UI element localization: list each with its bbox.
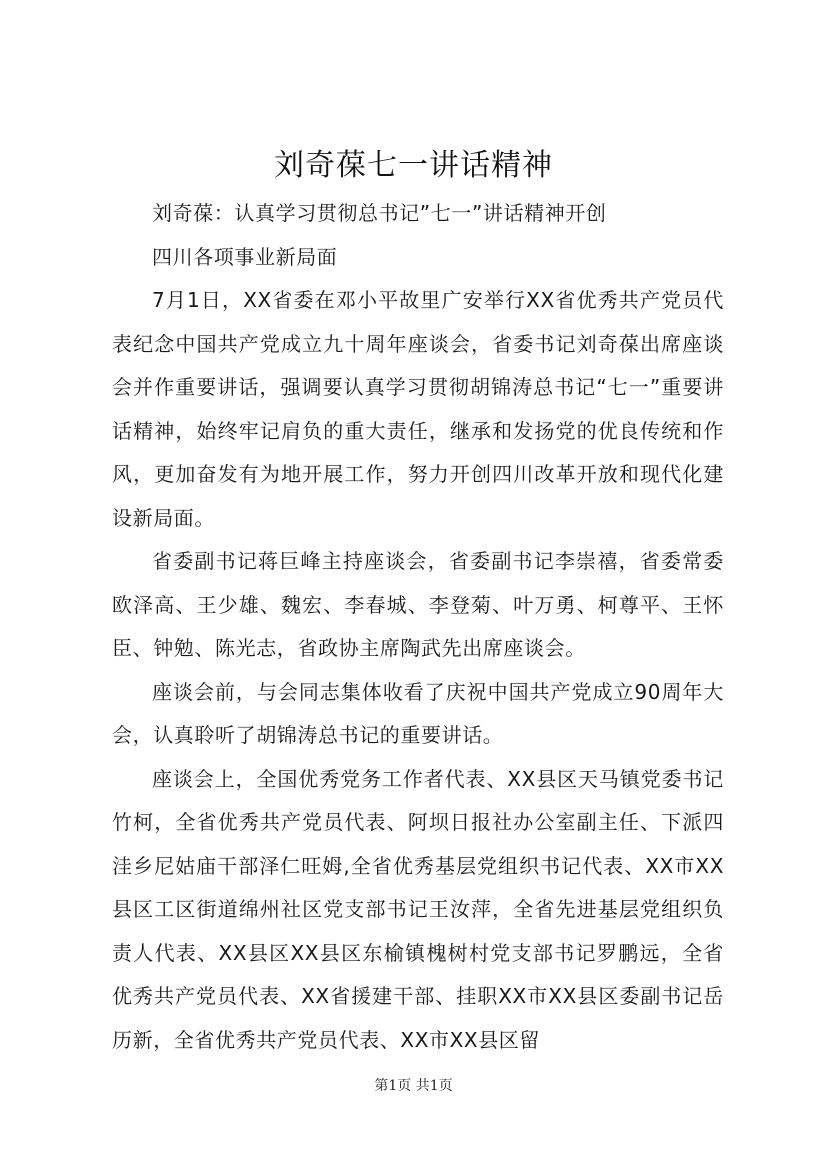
- document-title: 刘奇葆七一讲话精神: [274, 148, 553, 183]
- document-body: [112, 192, 724, 1062]
- paragraph-2: 省委副书记蒋巨峰主持座谈会，省委副书记李崇禧，省委常委欧泽高、王少雄、魏宏、李春城、李登菊、叶万勇、柯尊平、王怀臣、钟勉、陈光志，省政协主席陶武先出席座谈会。: [112, 549, 724, 660]
- paragraph-4: 座谈会上，全国优秀党务工作者代表、XX县区天马镇党委书记竹柯，全省优秀共产党员代表、阿坝日报社办公室副主任、下派四洼乡尼姑庙干部泽仁旺姆,全省优秀基层党组织书记代表、XX市XX县区工区街道绵州社区党支部书记王汝萍，全省先进基层党组织负责人代表、XX县区XX县区东榆镇槐树村党支部书记罗鹏远，全省优秀共产党员代表、XX省援建干部、挂职XX市XX县区委副书记岳历新，全省优秀共产党员代表、XX市XX县区留: [112, 766, 724, 1052]
- paragraph-3: 座谈会前，与会同志集体收看了庆祝中国共产党成立90周年大会，认真聆听了胡锦涛总书记的重要讲话。: [112, 679, 724, 747]
- subtitle-line-1: 刘奇葆：认真学习贯彻总书记”七一”讲话精神开创: [152, 201, 607, 225]
- paragraph-1: 7月1日，XX省委在邓小平故里广安举行XX省优秀共产党员代表纪念中国共产党成立九十周年座谈会，省委书记刘奇葆出席座谈会并作重要讲话，强调要认真学习贯彻胡锦涛总书记“七一”重要讲话精神，始终牢记肩负的重大责任，继承和发扬党的优良传统和作风，更加奋发有为地开展工作，努力开创四川改革开放和现代化建设新局面。: [112, 288, 724, 530]
- subtitle-line-2: 四川各项事业新局面: [152, 244, 338, 269]
- page-footer: 第1页 共1页: [374, 1078, 453, 1094]
